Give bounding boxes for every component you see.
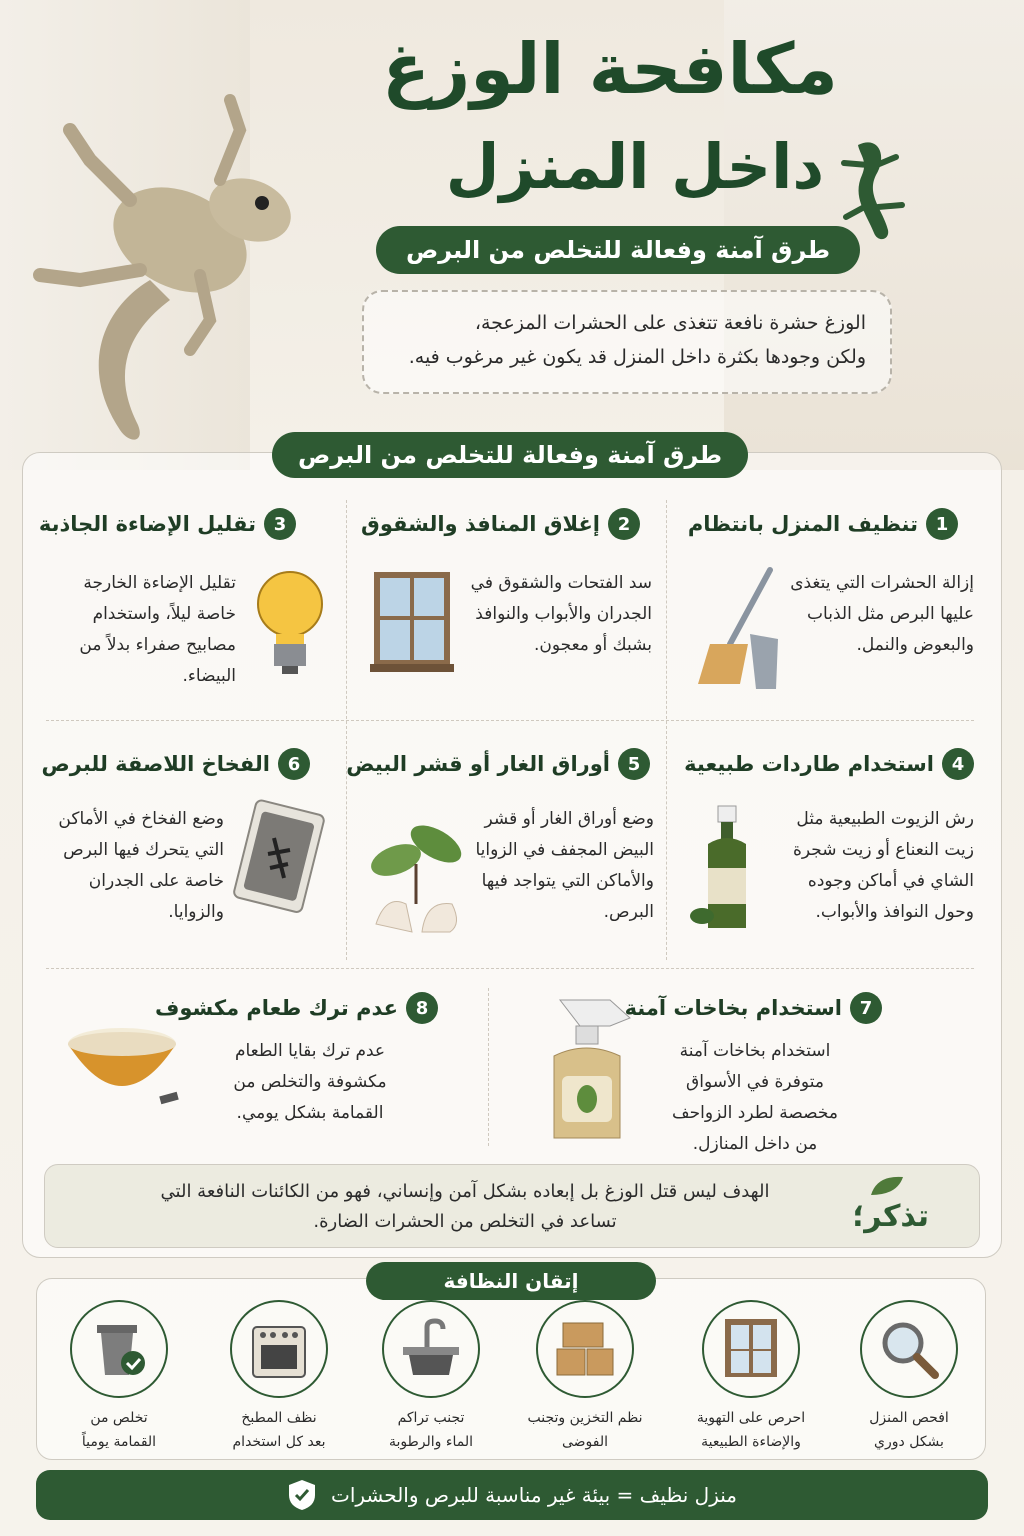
food-bowl-icon [60,1018,200,1118]
remember-text-line1: الهدف ليس قتل الوزغ بل إبعاده بشكل آمن وإنساني، فهو من الكائنات النافعة التي [160,1181,770,1202]
methods-section-title: طرق آمنة وفعالة للتخلص من البرص [272,432,748,478]
trash-can-icon [87,1317,151,1381]
tip-line: افحص المنزل [869,1410,949,1426]
method-8-text: عدم ترك بقايا الطعام مكشوفة والتخلص من القمامة بشكل يومي. [233,1041,387,1123]
divider [666,500,667,960]
magnifier-icon [877,1317,941,1381]
method-3-header [39,508,296,540]
method-1-number: 1 [926,508,958,540]
method-card-4 [684,748,984,948]
tip-icon-circle [382,1300,480,1398]
gecko-logo-icon [838,135,908,245]
tip-line: نظم التخزين وتجنب [527,1410,643,1426]
tip-line: بعد كل استخدام [232,1434,326,1450]
method-card-8 [50,992,480,1152]
window-icon [723,1317,779,1381]
divider [46,720,974,721]
method-5-text: وضع أوراق الغار أو قشر البيض المجفف في الزوايا والأماكن التي يتواجد فيها البرص. [475,809,654,922]
stove-icon [249,1317,309,1381]
method-5-number: 5 [618,748,650,780]
window-icon [370,570,454,674]
footer-text: منزل نظيف = بيئة غير مناسبة للبرص والحشرات [331,1483,737,1507]
boxes-icon [553,1317,617,1381]
tip-icon-circle [230,1300,328,1398]
tip-text [44,1406,194,1454]
method-6-number: 6 [278,748,310,780]
page-title-line2: داخل المنزل [445,130,825,203]
tip-text [204,1406,354,1454]
light-bulb-icon [254,568,326,676]
method-7-text: استخدام بخاخات آمنة متوفرة في الأسواق مخصصة لطرد الزواحف من داخل المنازل. [672,1041,838,1154]
intro-line2: ولكن وجودها بكثرة داخل المنزل قد يكون غير مرغوب فيه. [408,346,866,368]
tip-line: بشكل دوري [874,1434,944,1450]
sink-icon [399,1317,463,1381]
tip-text [834,1406,984,1454]
method-card-7 [520,992,980,1152]
divider [46,968,974,969]
tip-inspect [834,1300,984,1454]
method-7-title: استخدام بخاخات آمنة [624,996,842,1020]
tip-kitchen [204,1300,354,1454]
broom-dustpan-icon [690,564,780,694]
tip-line: الفوضى [561,1434,609,1450]
method-3-number: 3 [264,508,296,540]
method-card-5 [346,748,656,948]
method-2-title: إغلاق المنافذ والشقوق [361,512,600,536]
divider [488,988,489,1146]
leaf-icon [867,1173,907,1199]
oil-bottle-icon [690,804,766,934]
footer-banner [36,1470,988,1520]
tip-line: والإضاءة الطبيعية [701,1434,801,1450]
method-4-title: استخدام طاردات طبيعية [684,752,934,776]
remember-box [44,1164,980,1248]
method-1-header [688,508,958,540]
shield-check-icon [287,1478,317,1512]
method-1-text: إزالة الحشرات التي يتغذى عليها البرص مثل الذباب والبعوض والنمل. [790,573,974,655]
cleanliness-title: إتقان النظافة [366,1262,656,1300]
remember-label: تذكر؛ [852,1199,929,1234]
tip-ventilation [676,1300,826,1454]
tip-icon-circle [70,1300,168,1398]
tip-line: تخلص من [90,1410,148,1426]
tip-line: احرص على التهوية [696,1410,806,1426]
gecko-illustration [10,70,300,450]
method-2-number: 2 [608,508,640,540]
method-2-header [361,508,640,540]
method-5-header [346,748,650,780]
method-6-title: الفخاخ اللاصقة للبرص [41,752,270,776]
tip-text [676,1406,826,1454]
method-3-text: تقليل الإضاءة الخارجة خاصة ليلاً، واستخدام مصابيح صفراء بدلاً من البيضاء. [79,573,236,686]
tip-text [510,1406,660,1454]
method-6-header [42,748,311,780]
method-card-1 [684,508,984,708]
method-4-text: رش الزيوت الطبيعية مثل زيت النعناع أو زيت شجرة الشاي في أماكن وجوده وحول النوافذ والأبواب. [792,809,974,922]
glue-trap-icon [226,798,330,918]
page-title-line1: مكافحة الوزغ [382,28,838,110]
method-card-6 [40,748,336,948]
intro-box [362,290,892,394]
method-card-3 [40,508,336,708]
bay-leaves-eggshell-icon [366,804,466,934]
tip-line: نظف المطبخ [241,1410,317,1426]
method-4-header [684,748,974,780]
tip-icon-circle [860,1300,958,1398]
divider [346,500,347,960]
method-3-title: تقليل الإضاءة الجاذبة [38,512,256,536]
method-8-number: 8 [406,992,438,1024]
remember-text [105,1177,825,1237]
remember-text-line2: تساعد في التخلص من الحشرات الضارة. [313,1211,617,1232]
tip-icon-circle [536,1300,634,1398]
spray-bottle-icon [540,996,636,1142]
tip-line: تجنب تراكم [397,1410,465,1426]
tip-line: الماء والرطوبة [389,1434,473,1450]
tip-storage [510,1300,660,1454]
subtitle-banner: طرق آمنة وفعالة للتخلص من البرص [376,226,860,274]
method-7-number: 7 [850,992,882,1024]
method-4-number: 4 [942,748,974,780]
method-1-title: تنظيف المنزل بانتظام [687,512,918,536]
method-2-text: سد الفتحات والشقوق في الجدران والأبواب والنوافذ بشبك أو معجون. [470,573,652,655]
tip-text [356,1406,506,1454]
method-6-text: وضع الفخاخ في الأماكن التي يتحرك فيها البرص خاصة على الجدران والزوايا. [58,809,224,922]
tip-water [356,1300,506,1454]
tip-icon-circle [702,1300,800,1398]
tip-line: القمامة يومياً [81,1434,157,1450]
method-7-header [625,992,882,1024]
intro-line1: الوزغ حشرة نافعة تتغذى على الحشرات المزعجة، [474,312,866,334]
method-card-2 [361,508,656,708]
tip-trash [44,1300,194,1454]
method-8-title: عدم ترك طعام مكشوف [154,996,398,1020]
method-5-title: أوراق الغار أو قشر البيض [346,752,610,776]
